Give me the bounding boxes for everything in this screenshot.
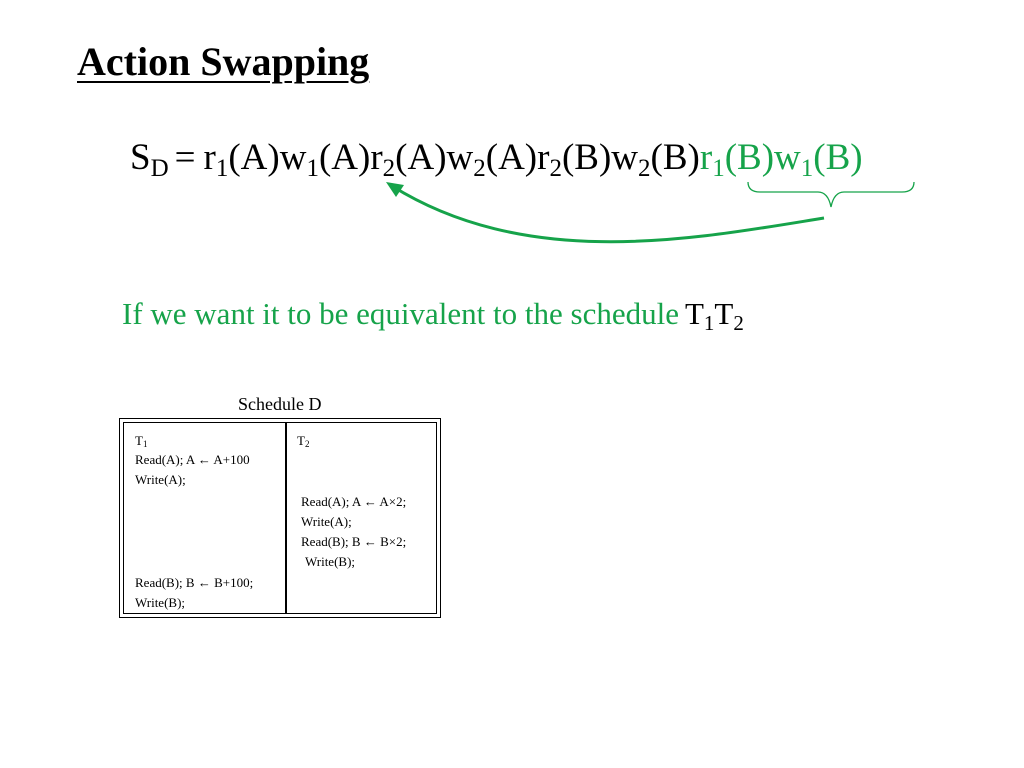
action-r1-b: $r_1(B)$ [699, 137, 775, 182]
schedule-column-divider [285, 423, 287, 613]
t1-step: Write(B); [135, 595, 186, 610]
formula-lhs: $S_D$ [130, 137, 169, 182]
column-header-t1: $T_1$ [135, 433, 148, 449]
t2-step: Read(B); B ← B×2; [301, 534, 407, 549]
action-r2-b: $r_2(B)$ [537, 137, 612, 182]
t1-step: Write(A); [135, 472, 186, 487]
action-w2-a: $w_2(A)$ [446, 137, 538, 182]
action-w2-b: $w_2(B)$ [611, 137, 700, 182]
action-w1-a: $w_1(A)$ [279, 137, 371, 182]
column-header-t2: $T_2$ [297, 433, 310, 449]
equivalence-note [122, 296, 744, 335]
note-text: If we want it to be equivalent to the schedule [122, 296, 679, 331]
t1-step: Read(B); B ← B+100; [135, 575, 254, 590]
swap-arrow [392, 186, 824, 242]
schedule-table-inner [123, 422, 437, 614]
schedule-caption: Schedule D [238, 394, 322, 414]
t1-step: Read(A); A ← A+100 [135, 452, 250, 467]
t2-step: Write(A); [301, 514, 352, 529]
slide-title: Action Swapping [77, 39, 370, 84]
swap-arrow-head [386, 182, 404, 197]
note-schedule: $T_1T_2$ [684, 296, 744, 335]
action-w1-b: $w_1(B)$ [774, 137, 863, 182]
highlight-brace [748, 182, 914, 207]
t2-step: Write(B); [305, 554, 356, 569]
action-r1-a: $r_1(A)$ [203, 137, 280, 182]
action-r2-a: $r_2(A)$ [370, 137, 447, 182]
formula-equals: = [174, 137, 196, 178]
schedule-table [119, 418, 441, 618]
t2-step: Read(A); A ← A×2; [301, 494, 407, 509]
